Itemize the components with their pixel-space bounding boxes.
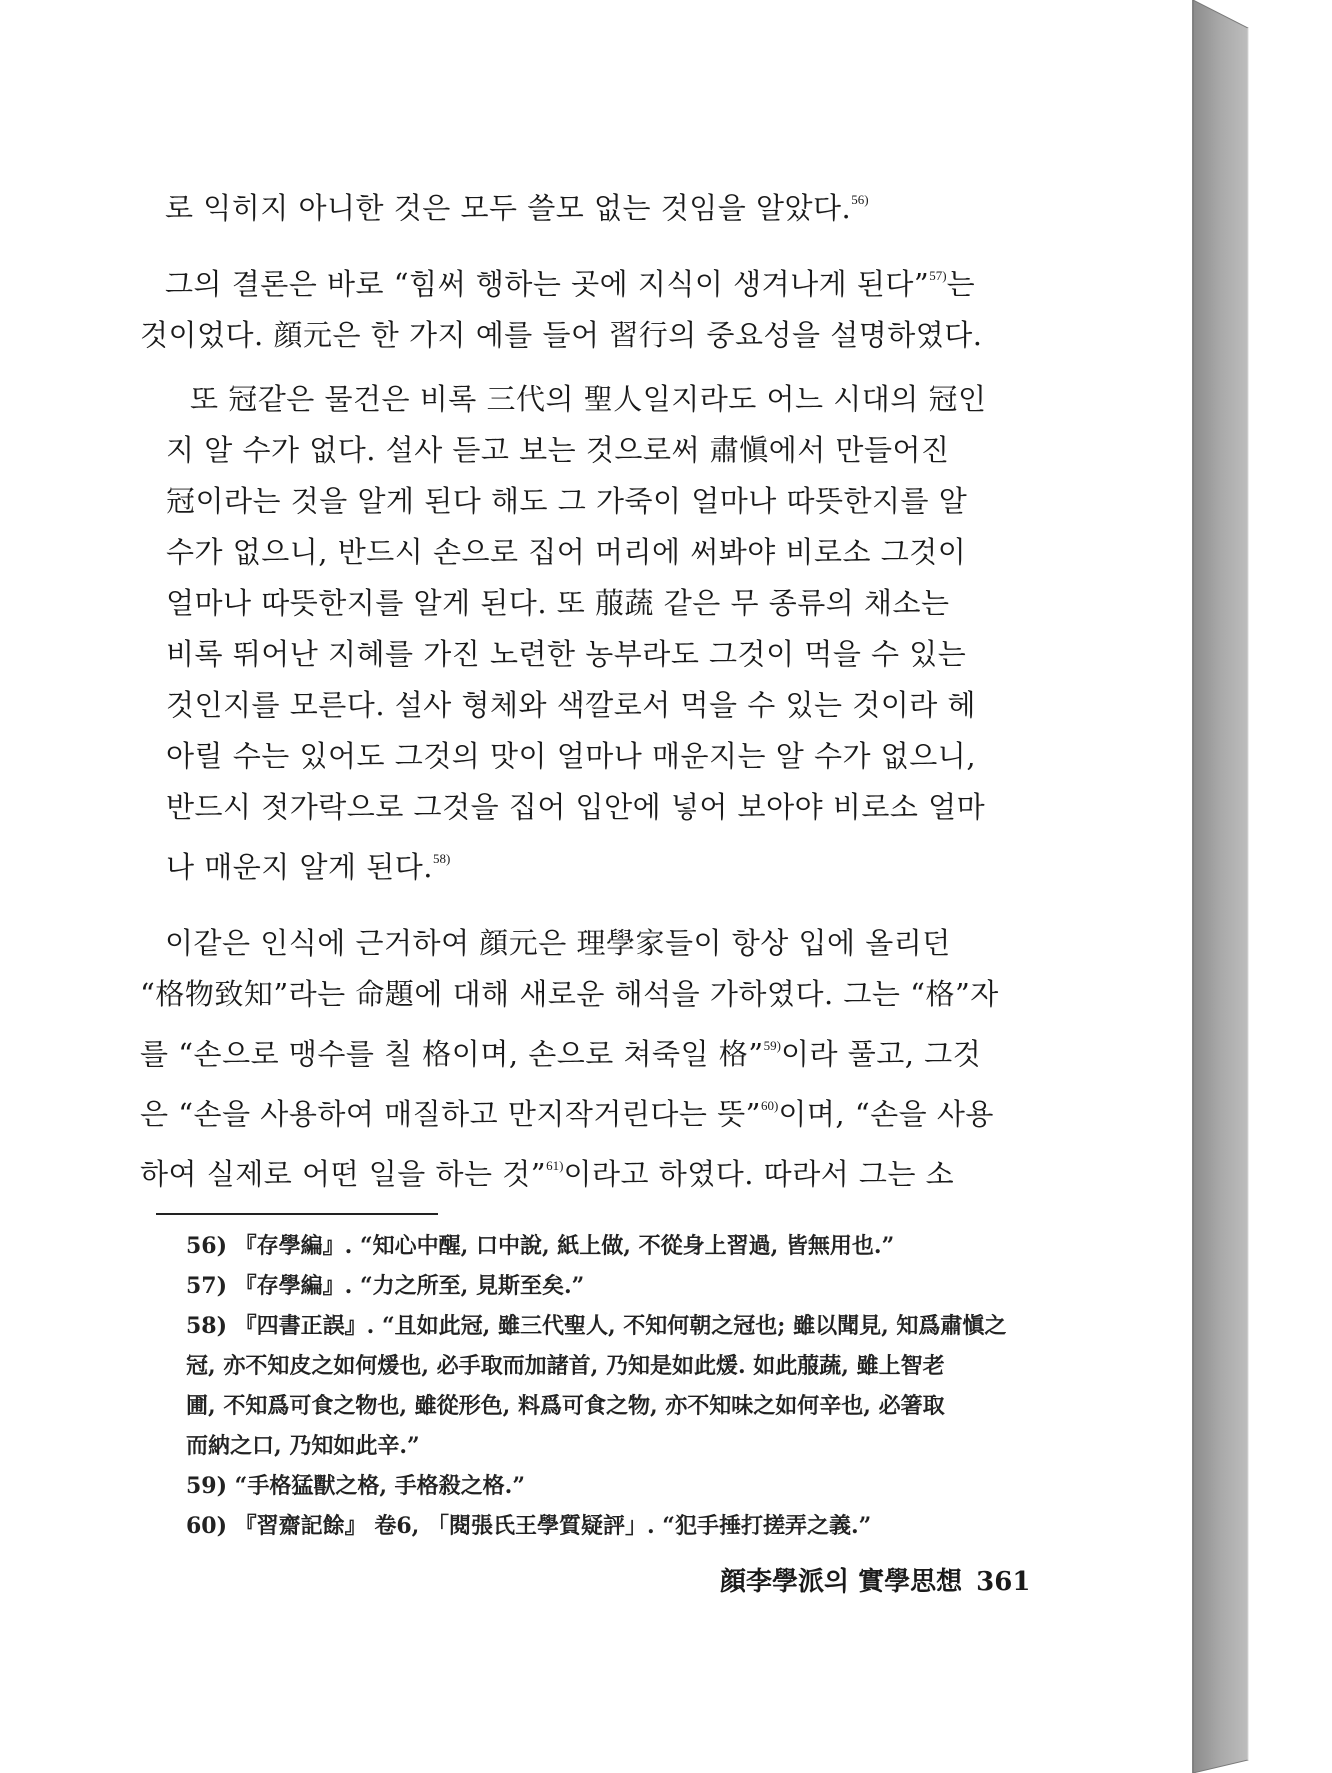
footnote-60: 60) 『習齋記餘』 卷6, 「閱張氏王學質疑評」. “犯手捶打搓弄之義.” xyxy=(186,1513,872,1539)
body-text: 은 “손을 사용하여 매질하고 만지작거린다는 뜻” xyxy=(140,1097,762,1131)
paragraph-gewu xyxy=(140,918,999,1200)
running-footer xyxy=(720,1561,1030,1598)
body-text: “格物致知”라는 命題에 대해 새로운 해석을 가하였다. 그는 “格”자 xyxy=(140,977,999,1011)
body-text: 하여 실제로 어떤 일을 하는 것” xyxy=(140,1157,547,1191)
quote-line: 얼마나 따뜻한지를 알게 된다. 또 菔蔬 같은 무 종류의 채소는 xyxy=(166,586,950,620)
body-text: 이며, “손을 사용 xyxy=(778,1097,994,1131)
footnotes xyxy=(186,1226,1016,1546)
body-text: 이같은 인식에 근거하여 顔元은 理學家들이 항상 입에 올리던 xyxy=(165,926,951,960)
page-number: 361 xyxy=(976,1567,1031,1597)
body-text: 로 익히지 아니한 것은 모두 쓸모 없는 것임을 알았다. xyxy=(165,191,852,225)
footnote-58-cont: 圃, 不知爲可食之物也, 雖從形色, 料爲可食之物, 亦不知味之如何辛也, 必箸取 xyxy=(186,1393,945,1419)
quote-line: 비록 뛰어난 지혜를 가진 노련한 농부라도 그것이 먹을 수 있는 xyxy=(166,637,967,671)
footnote-59: 59) “手格猛獸之格, 手格殺之格.” xyxy=(186,1473,525,1499)
block-quote xyxy=(166,374,987,893)
footnote-ref-59: 59) xyxy=(763,1038,781,1053)
quote-line: 수가 없으니, 반드시 손으로 집어 머리에 써봐야 비로소 그것이 xyxy=(166,535,967,569)
footnote-57: 57) 『存學編』. “力之所至, 見斯至矣.” xyxy=(186,1273,585,1299)
running-title: 顔李學派의 實學思想 xyxy=(720,1567,963,1597)
footnote-56: 56) 『存學編』. “知心中醒, 口中說, 紙上做, 不從身上習過, 皆無用也.” xyxy=(186,1233,895,1259)
body-text: 그의 결론은 바로 “힘써 행하는 곳에 지식이 생겨나게 된다” xyxy=(165,267,930,301)
quote-line: 또 冠같은 물건은 비록 三代의 聖人일지라도 어느 시대의 冠인 xyxy=(190,382,987,416)
footnote-ref-57: 57) xyxy=(929,268,947,283)
body-text: 를 “손으로 맹수를 칠 格이며, 손으로 쳐죽일 格” xyxy=(140,1037,764,1071)
quote-line: 아릴 수는 있어도 그것의 맛이 얼마나 매운지는 알 수가 없으니, xyxy=(166,739,977,773)
continuation-line xyxy=(165,174,925,234)
paragraph-conclusion xyxy=(140,250,983,361)
quote-line: 반드시 젓가락으로 그것을 집어 입안에 넣어 보아야 비로소 얼마 xyxy=(166,790,986,824)
quote-line: 지 알 수가 없다. 설사 듣고 보는 것으로써 肅愼에서 만들어진 xyxy=(166,433,950,467)
footnote-ref-60: 60) xyxy=(761,1098,779,1113)
body-text: 는 xyxy=(946,267,976,301)
footnote-58-cont: 而納之口, 乃知如此辛.” xyxy=(186,1433,420,1459)
body-text: 이라 풀고, 그것 xyxy=(780,1037,982,1071)
body-text: 이라고 하였다. 따라서 그는 소 xyxy=(563,1157,955,1191)
footnote-58: 58) 『四書正誤』. “且如此冠, 雖三代聖人, 不知何朝之冠也; 雖以聞見, 知爲肅愼之 xyxy=(186,1313,1007,1339)
body-text: 것이었다. 顔元은 한 가지 예를 들어 習行의 중요성을 설명하였다. xyxy=(140,318,983,352)
footnote-ref-58: 58) xyxy=(433,851,451,866)
footnote-ref-56: 56) xyxy=(851,192,869,207)
quote-line: 것인지를 모른다. 설사 형체와 색깔로서 먹을 수 있는 것이라 헤 xyxy=(166,688,977,722)
footnote-58-cont: 冠, 亦不知皮之如何煖也, 必手取而加諸首, 乃知是如此煖. 如此菔蔬, 雖上智老 xyxy=(186,1353,945,1379)
footnote-ref-61: 61) xyxy=(546,1158,564,1173)
quote-line: 冠이라는 것을 알게 된다 해도 그 가죽이 얼마나 따뜻한지를 알 xyxy=(166,484,968,518)
quote-line: 나 매운지 알게 된다. xyxy=(166,850,433,884)
book-spine-edge xyxy=(1190,0,1330,1773)
footnote-separator xyxy=(156,1213,438,1215)
